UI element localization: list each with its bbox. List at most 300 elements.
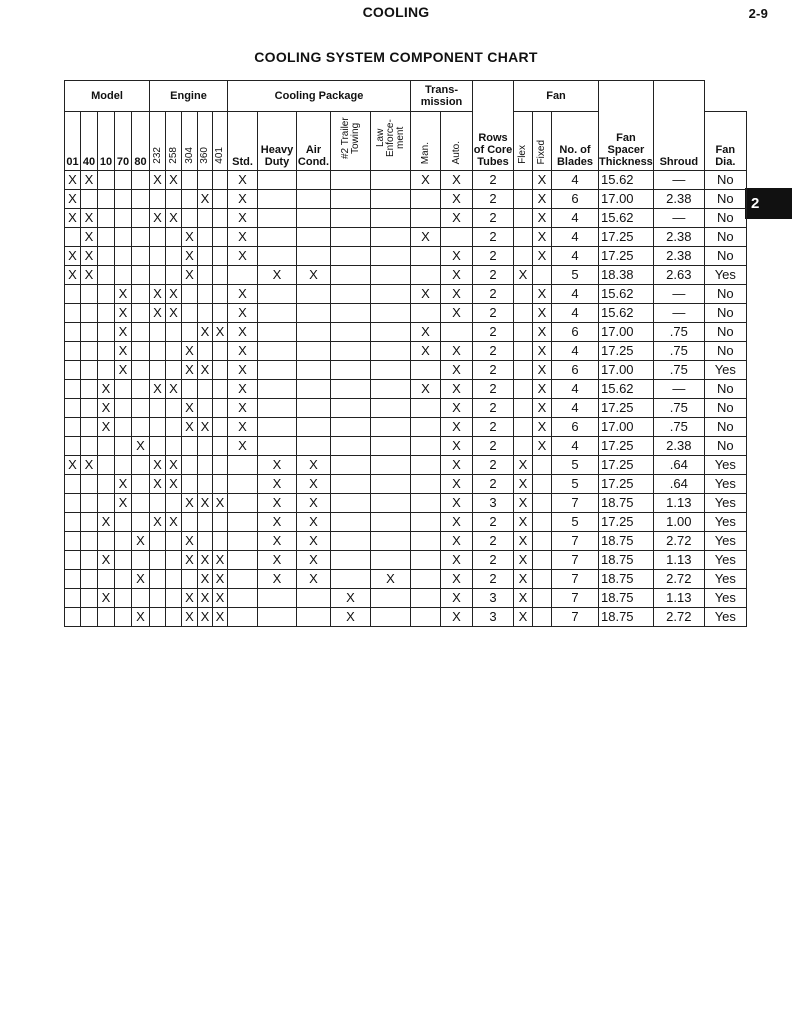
table-cell: 2 [473, 570, 514, 589]
table-cell: X [441, 608, 473, 627]
table-cell [297, 190, 331, 209]
table-cell: X [411, 323, 441, 342]
column-header-3: 70 [115, 112, 132, 171]
table-cell [182, 171, 198, 190]
table-cell [331, 323, 371, 342]
table-cell: 4 [552, 380, 599, 399]
table-cell: 15.62 [599, 209, 654, 228]
table-cell [166, 361, 182, 380]
table-cell: X [533, 399, 552, 418]
table-cell [258, 323, 297, 342]
table-cell: X [150, 304, 166, 323]
table-cell [371, 456, 411, 475]
table-cell: X [297, 513, 331, 532]
table-cell [132, 171, 150, 190]
component-chart-table [64, 80, 747, 627]
table-row [65, 456, 747, 475]
table-cell: X [441, 513, 473, 532]
table-cell [166, 437, 182, 456]
table-cell [150, 532, 166, 551]
table-cell: X [258, 570, 297, 589]
table-cell [65, 551, 81, 570]
table-row [65, 171, 747, 190]
table-cell: X [166, 209, 182, 228]
table-cell: X [182, 494, 198, 513]
table-cell [411, 190, 441, 209]
table-cell: X [228, 247, 258, 266]
table-cell [150, 266, 166, 285]
table-cell: X [441, 475, 473, 494]
table-cell: X [228, 304, 258, 323]
column-header-11: Heavy Duty [258, 112, 297, 171]
table-cell: 5 [552, 513, 599, 532]
table-cell [81, 190, 98, 209]
table-cell [331, 513, 371, 532]
table-cell [331, 380, 371, 399]
table-cell: 2 [473, 551, 514, 570]
table-cell [514, 247, 533, 266]
table-cell: 4 [552, 399, 599, 418]
table-cell [297, 380, 331, 399]
table-cell: X [514, 570, 533, 589]
table-cell: 17.00 [599, 190, 654, 209]
table-cell [81, 570, 98, 589]
table-cell [371, 361, 411, 380]
table-cell [297, 323, 331, 342]
table-cell [441, 323, 473, 342]
table-cell: 2 [473, 513, 514, 532]
table-cell: 5 [552, 266, 599, 285]
table-row [65, 551, 747, 570]
table-cell [371, 399, 411, 418]
table-cell: X [297, 475, 331, 494]
table-cell: 18.75 [599, 589, 654, 608]
table-cell: X [213, 608, 228, 627]
table-cell [182, 513, 198, 532]
table-cell: X [411, 171, 441, 190]
table-cell: X [198, 361, 213, 380]
table-cell [182, 304, 198, 323]
table-cell: X [441, 551, 473, 570]
table-row [65, 437, 747, 456]
table-cell [533, 551, 552, 570]
table-cell: X [115, 361, 132, 380]
table-cell [182, 475, 198, 494]
table-cell [81, 418, 98, 437]
table-cell: X [514, 475, 533, 494]
table-cell [198, 209, 213, 228]
table-cell [182, 209, 198, 228]
table-cell [297, 608, 331, 627]
table-cell [115, 570, 132, 589]
table-cell: 2.72 [653, 570, 704, 589]
table-cell [115, 589, 132, 608]
table-cell [166, 589, 182, 608]
table-row [65, 323, 747, 342]
table-cell: 17.25 [599, 513, 654, 532]
table-cell [371, 418, 411, 437]
table-cell [182, 380, 198, 399]
table-cell [297, 589, 331, 608]
table-cell: X [297, 570, 331, 589]
table-cell [98, 608, 115, 627]
cooling-group-header: Cooling Package [228, 81, 411, 112]
table-cell [258, 418, 297, 437]
table-cell [411, 209, 441, 228]
table-cell: X [115, 475, 132, 494]
table-cell: X [514, 608, 533, 627]
table-cell [166, 266, 182, 285]
table-cell [98, 361, 115, 380]
table-cell: No [704, 399, 746, 418]
table-cell [297, 247, 331, 266]
table-cell [331, 437, 371, 456]
table-cell: X [441, 171, 473, 190]
table-row [65, 494, 747, 513]
table-cell: X [228, 171, 258, 190]
table-cell: 5 [552, 475, 599, 494]
column-header-2: 10 [98, 112, 115, 171]
table-cell: 1.13 [653, 494, 704, 513]
table-cell: 7 [552, 608, 599, 627]
table-cell: X [182, 247, 198, 266]
table-cell [115, 190, 132, 209]
table-row [65, 361, 747, 380]
table-cell [228, 475, 258, 494]
table-cell [371, 589, 411, 608]
table-cell: 4 [552, 304, 599, 323]
table-cell: X [65, 266, 81, 285]
table-cell: X [514, 456, 533, 475]
table-cell: X [166, 380, 182, 399]
table-cell [213, 456, 228, 475]
table-cell: 2 [473, 323, 514, 342]
table-cell: No [704, 418, 746, 437]
table-cell: 15.62 [599, 285, 654, 304]
table-cell [331, 532, 371, 551]
table-cell [533, 532, 552, 551]
table-cell [258, 342, 297, 361]
table-cell: 7 [552, 570, 599, 589]
table-cell [182, 437, 198, 456]
table-cell: Yes [704, 532, 746, 551]
table-cell [371, 437, 411, 456]
table-cell [371, 304, 411, 323]
table-cell: No [704, 209, 746, 228]
table-cell [514, 190, 533, 209]
table-cell [132, 589, 150, 608]
table-row [65, 589, 747, 608]
table-cell: .75 [653, 399, 704, 418]
table-cell [98, 266, 115, 285]
table-cell: 18.38 [599, 266, 654, 285]
table-cell: X [198, 551, 213, 570]
table-cell: X [65, 190, 81, 209]
page-number: 2-9 [748, 6, 768, 21]
chart-table-body [65, 171, 747, 627]
table-cell: 2 [473, 399, 514, 418]
table-cell: X [514, 589, 533, 608]
table-cell [411, 570, 441, 589]
table-cell: 18.75 [599, 532, 654, 551]
table-cell: X [115, 342, 132, 361]
table-cell: X [198, 608, 213, 627]
table-cell [213, 380, 228, 399]
table-cell [331, 475, 371, 494]
table-cell [198, 456, 213, 475]
table-cell: X [98, 551, 115, 570]
table-cell [198, 228, 213, 247]
table-cell: 4 [552, 209, 599, 228]
table-cell [213, 361, 228, 380]
table-cell [371, 532, 411, 551]
table-cell [132, 323, 150, 342]
table-cell [297, 228, 331, 247]
table-cell: X [533, 323, 552, 342]
table-cell: Yes [704, 551, 746, 570]
transmission-group-header: Trans-mission [411, 81, 473, 112]
table-cell: .64 [653, 456, 704, 475]
table-cell [98, 475, 115, 494]
table-cell [514, 171, 533, 190]
table-cell: X [182, 361, 198, 380]
table-cell: X [411, 285, 441, 304]
table-cell: X [297, 456, 331, 475]
table-cell [198, 380, 213, 399]
fan-group-header: Fan [514, 81, 599, 112]
column-header-8: 360 [198, 112, 213, 171]
table-cell: X [533, 304, 552, 323]
table-cell: X [182, 342, 198, 361]
table-cell: X [198, 323, 213, 342]
table-cell [98, 570, 115, 589]
table-cell [514, 342, 533, 361]
table-cell [81, 380, 98, 399]
table-cell: X [115, 494, 132, 513]
table-cell [132, 247, 150, 266]
table-cell [331, 190, 371, 209]
table-cell [65, 589, 81, 608]
table-cell: X [228, 285, 258, 304]
table-cell [331, 570, 371, 589]
table-cell: X [441, 399, 473, 418]
table-cell [115, 418, 132, 437]
table-cell: 17.25 [599, 247, 654, 266]
table-cell: Yes [704, 475, 746, 494]
table-cell: 4 [552, 228, 599, 247]
column-header-16: Auto. [441, 112, 473, 171]
table-cell [411, 513, 441, 532]
table-row [65, 285, 747, 304]
table-cell [533, 494, 552, 513]
table-cell: X [533, 418, 552, 437]
table-cell [166, 532, 182, 551]
table-cell: No [704, 323, 746, 342]
table-cell: X [132, 570, 150, 589]
table-cell: X [533, 228, 552, 247]
table-cell [371, 551, 411, 570]
table-cell: X [258, 266, 297, 285]
table-cell [150, 494, 166, 513]
table-cell: 2 [473, 418, 514, 437]
table-cell [213, 266, 228, 285]
table-cell: No [704, 304, 746, 323]
table-row [65, 380, 747, 399]
table-cell [166, 342, 182, 361]
table-cell [297, 171, 331, 190]
table-cell [411, 475, 441, 494]
table-cell: 3 [473, 608, 514, 627]
table-cell [98, 209, 115, 228]
table-cell: Yes [704, 513, 746, 532]
table-cell [514, 380, 533, 399]
table-row [65, 475, 747, 494]
table-cell [65, 418, 81, 437]
table-cell [258, 247, 297, 266]
table-cell [65, 608, 81, 627]
table-cell: X [228, 228, 258, 247]
table-cell: X [198, 494, 213, 513]
table-cell: — [653, 304, 704, 323]
table-cell: No [704, 171, 746, 190]
table-cell: X [150, 456, 166, 475]
table-cell: 18.75 [599, 551, 654, 570]
table-cell: X [514, 494, 533, 513]
table-cell: X [213, 551, 228, 570]
table-cell [258, 285, 297, 304]
table-cell: X [150, 209, 166, 228]
table-cell: No [704, 342, 746, 361]
table-cell [81, 608, 98, 627]
table-cell [150, 323, 166, 342]
table-cell: 1.13 [653, 551, 704, 570]
table-cell: X [198, 589, 213, 608]
table-cell: Yes [704, 266, 746, 285]
table-cell [371, 228, 411, 247]
table-cell [331, 285, 371, 304]
table-cell [98, 342, 115, 361]
table-row [65, 342, 747, 361]
table-cell: X [132, 608, 150, 627]
table-cell: 2 [473, 190, 514, 209]
table-cell [81, 361, 98, 380]
table-cell: 5 [552, 456, 599, 475]
table-cell: X [98, 380, 115, 399]
table-cell [198, 532, 213, 551]
table-cell [98, 494, 115, 513]
table-cell [166, 399, 182, 418]
table-cell [411, 608, 441, 627]
table-cell [213, 171, 228, 190]
table-cell [411, 589, 441, 608]
table-cell: X [228, 399, 258, 418]
table-cell: 2 [473, 247, 514, 266]
table-cell: X [150, 171, 166, 190]
table-cell [533, 513, 552, 532]
table-cell [411, 399, 441, 418]
table-cell: X [213, 494, 228, 513]
table-cell: X [441, 247, 473, 266]
table-cell: 7 [552, 532, 599, 551]
shroud-header: Shroud [653, 81, 704, 171]
table-cell [115, 608, 132, 627]
table-cell [533, 608, 552, 627]
table-cell: X [182, 399, 198, 418]
table-cell: .75 [653, 418, 704, 437]
table-cell [98, 323, 115, 342]
table-cell [98, 228, 115, 247]
table-cell [258, 228, 297, 247]
table-cell [115, 247, 132, 266]
table-cell [297, 399, 331, 418]
table-cell [411, 532, 441, 551]
table-cell: X [514, 266, 533, 285]
table-cell [331, 399, 371, 418]
table-cell [228, 608, 258, 627]
table-cell: 2 [473, 171, 514, 190]
table-cell [150, 437, 166, 456]
table-cell: X [228, 380, 258, 399]
table-cell: No [704, 228, 746, 247]
table-cell [98, 190, 115, 209]
table-cell: 3 [473, 494, 514, 513]
table-cell: X [297, 266, 331, 285]
table-cell [371, 209, 411, 228]
table-cell: 6 [552, 190, 599, 209]
table-cell: X [115, 304, 132, 323]
table-cell: .75 [653, 361, 704, 380]
table-cell [65, 475, 81, 494]
table-cell: 1.13 [653, 589, 704, 608]
table-cell: X [65, 247, 81, 266]
table-cell [115, 171, 132, 190]
table-cell: 17.25 [599, 475, 654, 494]
table-cell: X [182, 266, 198, 285]
table-cell: 18.75 [599, 608, 654, 627]
table-cell: X [81, 266, 98, 285]
table-cell: X [150, 475, 166, 494]
table-cell [65, 323, 81, 342]
table-cell: X [228, 342, 258, 361]
table-cell: 2 [473, 456, 514, 475]
table-cell: X [441, 532, 473, 551]
table-cell: 17.00 [599, 418, 654, 437]
table-cell [132, 513, 150, 532]
table-cell [132, 266, 150, 285]
table-cell [150, 608, 166, 627]
table-cell: .64 [653, 475, 704, 494]
table-cell: 17.00 [599, 361, 654, 380]
table-cell [98, 171, 115, 190]
table-cell: X [331, 589, 371, 608]
table-cell: X [81, 209, 98, 228]
table-cell [132, 361, 150, 380]
table-cell: X [132, 437, 150, 456]
table-row [65, 190, 747, 209]
table-cell: 2.38 [653, 190, 704, 209]
column-header-18: Flex [514, 112, 533, 171]
table-cell: — [653, 209, 704, 228]
table-cell: 2.72 [653, 532, 704, 551]
table-cell [213, 399, 228, 418]
table-cell: X [182, 608, 198, 627]
table-cell [115, 513, 132, 532]
table-cell: X [441, 266, 473, 285]
table-cell: 2.72 [653, 608, 704, 627]
table-cell: 15.62 [599, 304, 654, 323]
table-cell [371, 171, 411, 190]
column-header-4: 80 [132, 112, 150, 171]
